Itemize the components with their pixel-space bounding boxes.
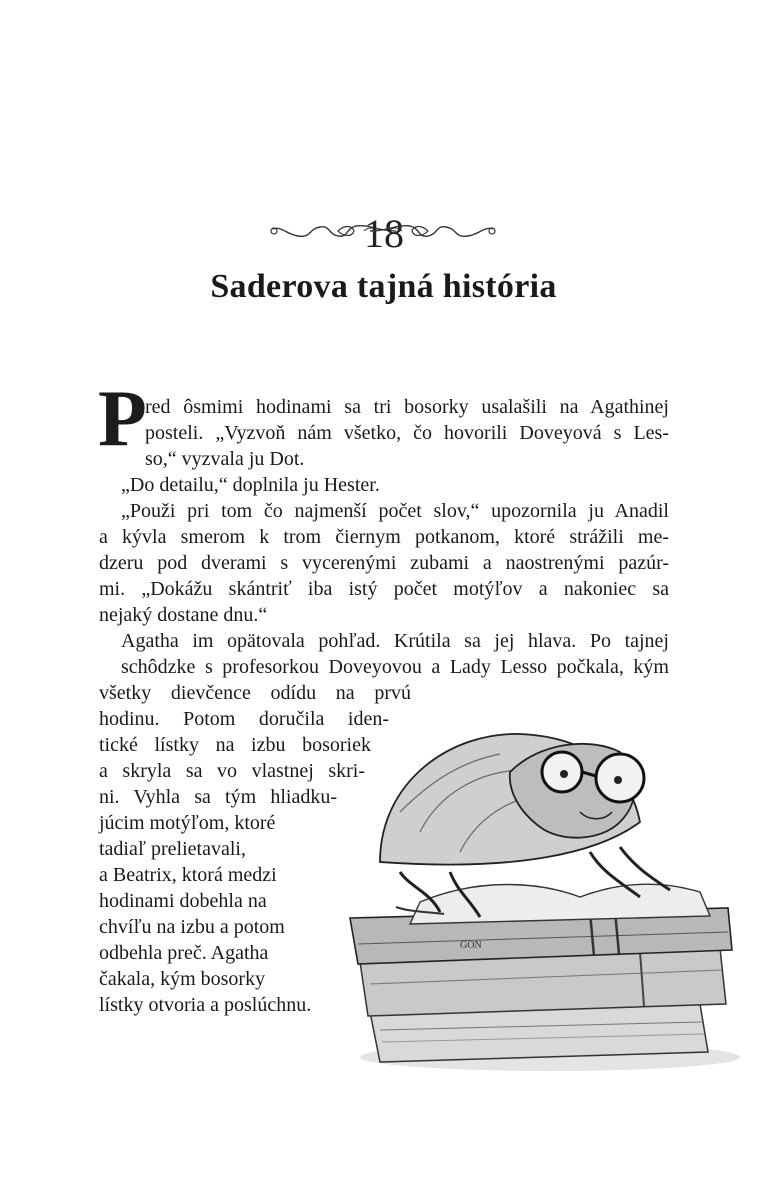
text-line: a skryla sa vo vlastnej skri- (99, 760, 365, 782)
text-line: hodinu. Potom doručila iden- (99, 708, 389, 730)
book-spine-text: GON (460, 940, 482, 951)
text-line: „Použi pri tom čo najmenší počet slov,“ upozornila ju Anadil (121, 500, 669, 522)
right-flourish-ornament (368, 220, 498, 242)
text-line: nejaký dostane dnu.“ (99, 604, 268, 626)
text-line: posteli. „Vyzvoň nám všetko, čo hovorili Doveyová s Les- (145, 422, 669, 444)
text-line: a Beatrix, ktorá medzi (99, 864, 277, 886)
text-line: ni. Vyhla sa tým hliadku- (99, 786, 337, 808)
text-line: red ôsmimi hodinami sa tri bosorky usalašili na Agathinej (145, 396, 669, 418)
text-line: hodinami dobehla na (99, 890, 267, 912)
text-line: všetky dievčence odídu na prvú (99, 682, 411, 704)
drop-cap: P (98, 375, 147, 463)
text-line: odbehla preč. Agatha (99, 942, 269, 964)
text-line: tadiaľ prelietavali, (99, 838, 246, 860)
turtle-on-books-illustration (340, 712, 750, 1082)
text-line: dzeru pod dverami s vycerenými zubami a naostrenými pazúr- (99, 552, 669, 574)
text-line: a kývla smerom k trom čiernym potkanom, ktoré strážili me- (99, 526, 669, 548)
text-line: júcim motýľom, ktoré (99, 812, 276, 834)
chapter-number: 18 (364, 211, 404, 256)
chapter-header (0, 208, 767, 258)
text-line: lístky otvoria a poslúchnu. (99, 994, 312, 1016)
text-line: chvíľu na izbu a potom (99, 916, 285, 938)
text-line: Agatha im opätovala pohľad. Krútila sa jej hlava. Po tajnej (121, 630, 669, 652)
text-line: schôdzke s profesorkou Doveyovou a Lady Lesso počkala, kým (121, 656, 669, 678)
text-line: mi. „Dokážu skántriť iba istý počet motýľov a nakoniec sa (99, 578, 669, 600)
text-line: tické lístky na izbu bosoriek (99, 734, 371, 756)
text-line: so,“ vyzvala ju Dot. (145, 448, 305, 470)
text-line: čakala, kým bosorky (99, 968, 266, 990)
text-line: „Do detailu,“ doplnila ju Hester. (121, 474, 380, 496)
chapter-title: Saderova tajná história (210, 268, 557, 305)
